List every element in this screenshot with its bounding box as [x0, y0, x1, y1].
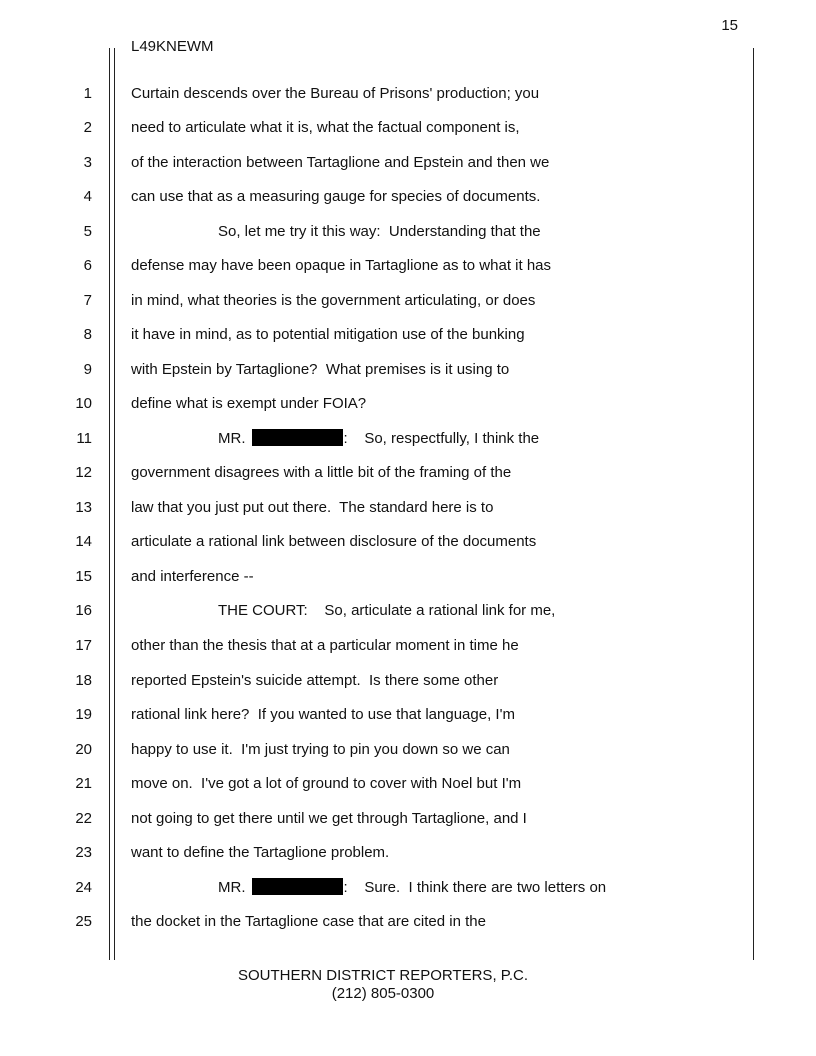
transcript-line	[0, 118, 816, 138]
line-number: 2	[83, 119, 92, 136]
speaker-line	[218, 429, 539, 449]
transcript-line	[0, 498, 816, 518]
transcript-line	[0, 222, 816, 242]
transcript-line	[0, 291, 816, 311]
line-number: 22	[75, 810, 92, 827]
speaker-title: MR.	[218, 879, 246, 896]
transcript-line	[0, 567, 816, 587]
line-number: 8	[83, 326, 92, 343]
line-text: need to articulate what it is, what the factual component is,	[131, 119, 520, 136]
line-number: 10	[75, 395, 92, 412]
line-text: happy to use it. I'm just trying to pin you down so we can	[131, 741, 510, 758]
line-text: : Sure. I think there are two letters on	[343, 879, 607, 896]
line-number: 12	[75, 464, 92, 481]
transcript-line	[0, 705, 816, 725]
line-text: : So, respectfully, I think the	[343, 430, 540, 447]
line-number: 4	[83, 188, 92, 205]
line-text: rational link here? If you wanted to use that language, I'm	[131, 706, 515, 723]
line-text: Curtain descends over the Bureau of Prisons' production; you	[131, 85, 540, 102]
line-number: 6	[83, 257, 92, 274]
line-text: So, let me try it this way: Understanding that the	[218, 223, 541, 240]
line-text: not going to get there until we get through Tartaglione, and I	[131, 810, 527, 827]
transcript-line	[0, 429, 816, 449]
line-number: 15	[75, 568, 92, 585]
line-text: move on. I've got a lot of ground to cover with Noel but I'm	[131, 775, 522, 792]
transcript-line	[0, 187, 816, 207]
line-number: 25	[75, 913, 92, 930]
line-text: the docket in the Tartaglione case that are cited in the	[131, 913, 486, 930]
line-number: 16	[75, 602, 92, 619]
line-number: 1	[83, 85, 92, 102]
transcript-line	[0, 394, 816, 414]
transcript-line	[0, 809, 816, 829]
transcript-line	[0, 601, 816, 621]
transcript-line	[0, 153, 816, 173]
header-code: L49KNEWM	[131, 38, 214, 55]
transcript-line	[0, 256, 816, 276]
transcript-line	[0, 774, 816, 794]
line-number: 21	[75, 775, 92, 792]
transcript-line	[0, 740, 816, 760]
transcript-line	[0, 360, 816, 380]
line-number: 5	[83, 223, 92, 240]
redaction-box	[252, 878, 343, 895]
line-text: and interference --	[131, 568, 254, 585]
line-number: 3	[83, 154, 92, 171]
page-number: 15	[721, 17, 738, 34]
transcript-line	[0, 636, 816, 656]
line-text: articulate a rational link between disclosure of the documents	[131, 533, 537, 550]
reporter-name: SOUTHERN DISTRICT REPORTERS, P.C.	[237, 967, 529, 984]
transcript-line	[0, 325, 816, 345]
line-number: 19	[75, 706, 92, 723]
transcript-line	[0, 463, 816, 483]
line-text: reported Epstein's suicide attempt. Is there some other	[131, 672, 499, 689]
line-text: in mind, what theories is the government articulating, or does	[131, 292, 536, 309]
line-text: define what is exempt under FOIA?	[131, 395, 367, 412]
line-text: want to define the Tartaglione problem.	[131, 844, 390, 861]
line-number: 17	[75, 637, 92, 654]
line-text: it have in mind, as to potential mitigation use of the bunking	[131, 326, 525, 343]
line-number: 20	[75, 741, 92, 758]
line-text: with Epstein by Tartaglione? What premises is it using to	[131, 361, 510, 378]
redaction-box	[252, 429, 343, 446]
footer	[0, 967, 766, 1003]
reporter-phone: (212) 805-0300	[331, 985, 435, 1002]
line-text: law that you just put out there. The standard here is to	[131, 499, 494, 516]
line-number: 9	[83, 361, 92, 378]
speaker-title: MR.	[218, 430, 246, 447]
transcript-line	[0, 532, 816, 552]
line-number: 18	[75, 672, 92, 689]
line-number: 11	[76, 430, 92, 447]
line-text: other than the thesis that at a particular moment in time he	[131, 637, 519, 654]
line-text: THE COURT: So, articulate a rational link for me,	[218, 602, 556, 619]
transcript-line	[0, 84, 816, 104]
line-number: 7	[83, 292, 92, 309]
speaker-line	[218, 878, 606, 898]
line-number: 24	[75, 879, 92, 896]
line-number: 13	[75, 499, 92, 516]
transcript-line	[0, 912, 816, 932]
line-text: defense may have been opaque in Tartaglione as to what it has	[131, 257, 552, 274]
line-number: 14	[75, 533, 92, 550]
transcript-line	[0, 878, 816, 898]
transcript-line	[0, 671, 816, 691]
transcript-line	[0, 843, 816, 863]
line-number: 23	[75, 844, 92, 861]
line-text: can use that as a measuring gauge for species of documents.	[131, 188, 541, 205]
line-text: of the interaction between Tartaglione and Epstein and then we	[131, 154, 550, 171]
line-text: government disagrees with a little bit of the framing of the	[131, 464, 512, 481]
